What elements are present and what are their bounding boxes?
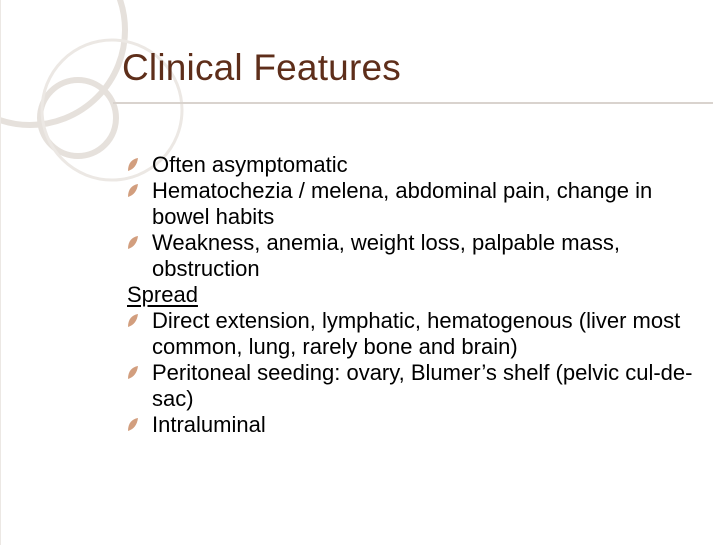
leaf-bullet-icon — [127, 235, 139, 250]
section-heading: Spread — [127, 282, 198, 307]
list-item-text: Weakness, anemia, weight loss, palpable mass, obstruction — [152, 230, 620, 281]
list-item-text: Direct extension, lymphatic, hematogenous (liver most common, lung, rarely bone and brain) — [152, 308, 681, 359]
leaf-bullet-icon — [127, 417, 139, 432]
list-item — [127, 152, 707, 178]
list-item — [127, 412, 707, 438]
leaf-bullet-icon — [127, 157, 139, 172]
title-divider — [113, 102, 713, 104]
list-item-text: Peritoneal seeding: ovary, Blumer’s shelf (pelvic cul-de-sac) — [152, 360, 693, 411]
list-item — [127, 178, 707, 230]
leaf-bullet-icon — [127, 183, 139, 198]
list-item-text: Often asymptomatic — [152, 152, 348, 177]
slide-title: Clinical Features — [122, 47, 401, 88]
list-item-text: Hematochezia / melena, abdominal pain, change in bowel habits — [152, 178, 653, 229]
list-item-text: Intraluminal — [152, 412, 266, 437]
list-item — [127, 308, 707, 360]
leaf-bullet-icon — [127, 365, 139, 380]
slide-body — [127, 152, 707, 438]
leaf-bullet-icon — [127, 313, 139, 328]
list-item — [127, 360, 707, 412]
list-item — [127, 230, 707, 282]
